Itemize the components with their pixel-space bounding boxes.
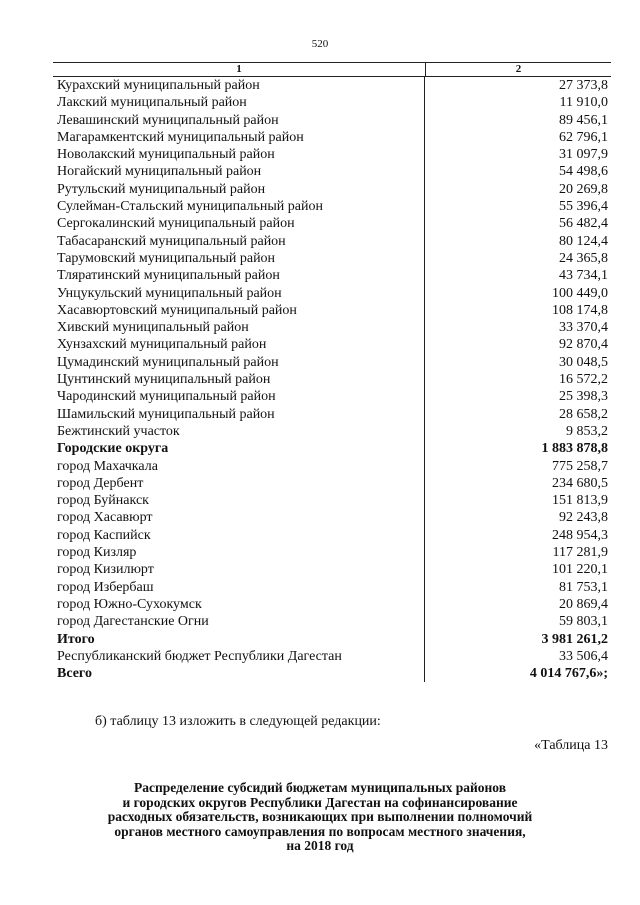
row-value: 16 572,2: [559, 372, 608, 388]
table-row: [53, 440, 611, 457]
table-row: [53, 509, 611, 526]
row-value: 3 981 261,2: [541, 631, 608, 647]
row-name: Цумадинский муниципальный район: [53, 354, 425, 371]
table-row: [53, 112, 611, 129]
table-row: [53, 423, 611, 440]
row-value: 234 680,5: [552, 475, 608, 491]
table-row: [53, 302, 611, 319]
table-row: [53, 129, 611, 146]
row-value: 101 220,1: [552, 562, 608, 578]
row-value: 25 398,3: [559, 389, 608, 405]
row-name: Новолакский муниципальный район: [53, 146, 425, 163]
row-value: 20 269,8: [559, 181, 608, 197]
table-row: [53, 371, 611, 388]
row-value: 92 870,4: [559, 337, 608, 353]
table-row: [53, 233, 611, 250]
row-value: 11 910,0: [559, 95, 608, 111]
row-value: 4 014 767,6»;: [529, 666, 608, 682]
table-row: [53, 458, 611, 475]
table-row: [53, 146, 611, 163]
row-name: Рутульский муниципальный район: [53, 181, 425, 198]
row-name: город Кизилюрт: [53, 561, 425, 578]
row-value: 31 097,9: [559, 147, 608, 163]
row-name: Тляратинский муниципальный район: [53, 267, 425, 284]
table-row: [53, 250, 611, 267]
row-name: Курахский муниципальный район: [53, 77, 425, 94]
row-value: 56 482,4: [559, 216, 608, 232]
table-row: [53, 181, 611, 198]
title-line: Распределение субсидий бюджетам муниципальных районов: [133, 780, 507, 795]
table-row: [53, 665, 611, 682]
row-value: 80 124,4: [559, 233, 608, 249]
subsidy-table: [53, 62, 611, 682]
row-name: город Избербаш: [53, 579, 425, 596]
table-row: [53, 596, 611, 613]
row-name: Ногайский муниципальный район: [53, 163, 425, 180]
table-row: [53, 527, 611, 544]
table-row: [53, 613, 611, 630]
row-name: город Хасавюрт: [53, 509, 425, 526]
table-row: [53, 354, 611, 371]
row-name: Хасавюртовский муниципальный район: [53, 302, 425, 319]
row-value: 81 753,1: [559, 579, 608, 595]
row-name: Левашинский муниципальный район: [53, 112, 425, 129]
row-name: город Южно-Сухокумск: [53, 596, 425, 613]
page-number: 520: [311, 38, 329, 50]
table-row: [53, 579, 611, 596]
table-header: [53, 62, 611, 77]
table-row: [53, 648, 611, 665]
header-col-2: 2: [515, 63, 522, 75]
row-value: 117 281,9: [552, 545, 608, 561]
row-value: 28 658,2: [559, 406, 608, 422]
row-name: Магарамкентский муниципальный район: [53, 129, 425, 146]
row-name: город Кизляр: [53, 544, 425, 561]
row-name: Тарумовский муниципальный район: [53, 250, 425, 267]
table-row: [53, 561, 611, 578]
row-name: Шамильский муниципальный район: [53, 406, 425, 423]
row-name: Чародинский муниципальный район: [53, 388, 425, 405]
row-name: Городские округа: [53, 440, 425, 457]
row-name: Хунзахский муниципальный район: [53, 336, 425, 353]
table-row: [53, 198, 611, 215]
title-line: расходных обязательств, возникающих при выполнении полномочий: [107, 809, 533, 824]
row-value: 9 853,2: [566, 423, 608, 439]
row-name: город Каспийск: [53, 527, 425, 544]
section-title: [60, 781, 580, 854]
row-value: 92 243,8: [559, 510, 608, 526]
table-row: [53, 319, 611, 336]
row-value: 20 869,4: [559, 596, 608, 612]
row-name: город Махачкала: [53, 458, 425, 475]
row-value: 27 373,8: [559, 78, 608, 93]
table-row: [53, 492, 611, 509]
row-name: Табасаранский муниципальный район: [53, 233, 425, 250]
row-value: 30 048,5: [559, 354, 608, 370]
table-row: [53, 475, 611, 492]
row-name: Республиканский бюджет Республики Дагестан: [53, 648, 425, 665]
title-line: и городских округов Республики Дагестан на софинансирование: [122, 794, 518, 810]
table-row: [53, 406, 611, 423]
table-body: [53, 77, 611, 682]
row-name: Всего: [53, 665, 425, 682]
row-name: Итого: [53, 631, 425, 648]
row-value: 55 396,4: [559, 199, 608, 215]
table-row: [53, 544, 611, 561]
row-value: 775 258,7: [552, 458, 608, 474]
row-value: 33 506,4: [559, 648, 608, 664]
table-row: [53, 285, 611, 302]
row-value: 43 734,1: [559, 268, 608, 284]
table-row: [53, 336, 611, 353]
row-value: 54 498,6: [559, 164, 608, 180]
row-name: Лакский муниципальный район: [53, 94, 425, 111]
row-name: Хивский муниципальный район: [53, 319, 425, 336]
row-name: город Дагестанские Огни: [53, 613, 425, 630]
table-label: «Таблица 13: [534, 738, 608, 753]
row-name: Сергокалинский муниципальный район: [53, 215, 425, 232]
table-row: [53, 215, 611, 232]
row-name: Цунтинский муниципальный район: [53, 371, 425, 388]
row-value: 62 796,1: [559, 129, 608, 145]
table-row: [53, 163, 611, 180]
header-col-1: 1: [53, 63, 426, 76]
table-row: [53, 631, 611, 648]
row-name: город Дербент: [53, 475, 425, 492]
row-value: 33 370,4: [559, 320, 608, 336]
row-value: 89 456,1: [559, 112, 608, 128]
table-row: [53, 77, 611, 94]
row-value: 59 803,1: [559, 614, 608, 630]
row-value: 1 883 878,8: [541, 441, 608, 457]
row-name: Сулейман-Стальский муниципальный район: [53, 198, 425, 215]
row-value: 24 365,8: [559, 250, 608, 266]
title-line: на 2018 год: [286, 838, 354, 853]
title-line: органов местного самоуправления по вопросам местного значения,: [114, 823, 526, 839]
amendment-paragraph: б) таблицу 13 изложить в следующей редакции:: [95, 714, 381, 729]
table-row: [53, 388, 611, 405]
table-row: [53, 267, 611, 284]
row-value: 248 954,3: [552, 527, 608, 543]
row-name: Унцукульский муниципальный район: [53, 285, 425, 302]
row-name: Бежтинский участок: [53, 423, 425, 440]
row-value: 100 449,0: [552, 285, 608, 301]
table-row: [53, 94, 611, 111]
row-name: город Буйнакск: [53, 492, 425, 509]
row-value: 151 813,9: [552, 493, 608, 509]
row-value: 108 174,8: [552, 302, 608, 318]
